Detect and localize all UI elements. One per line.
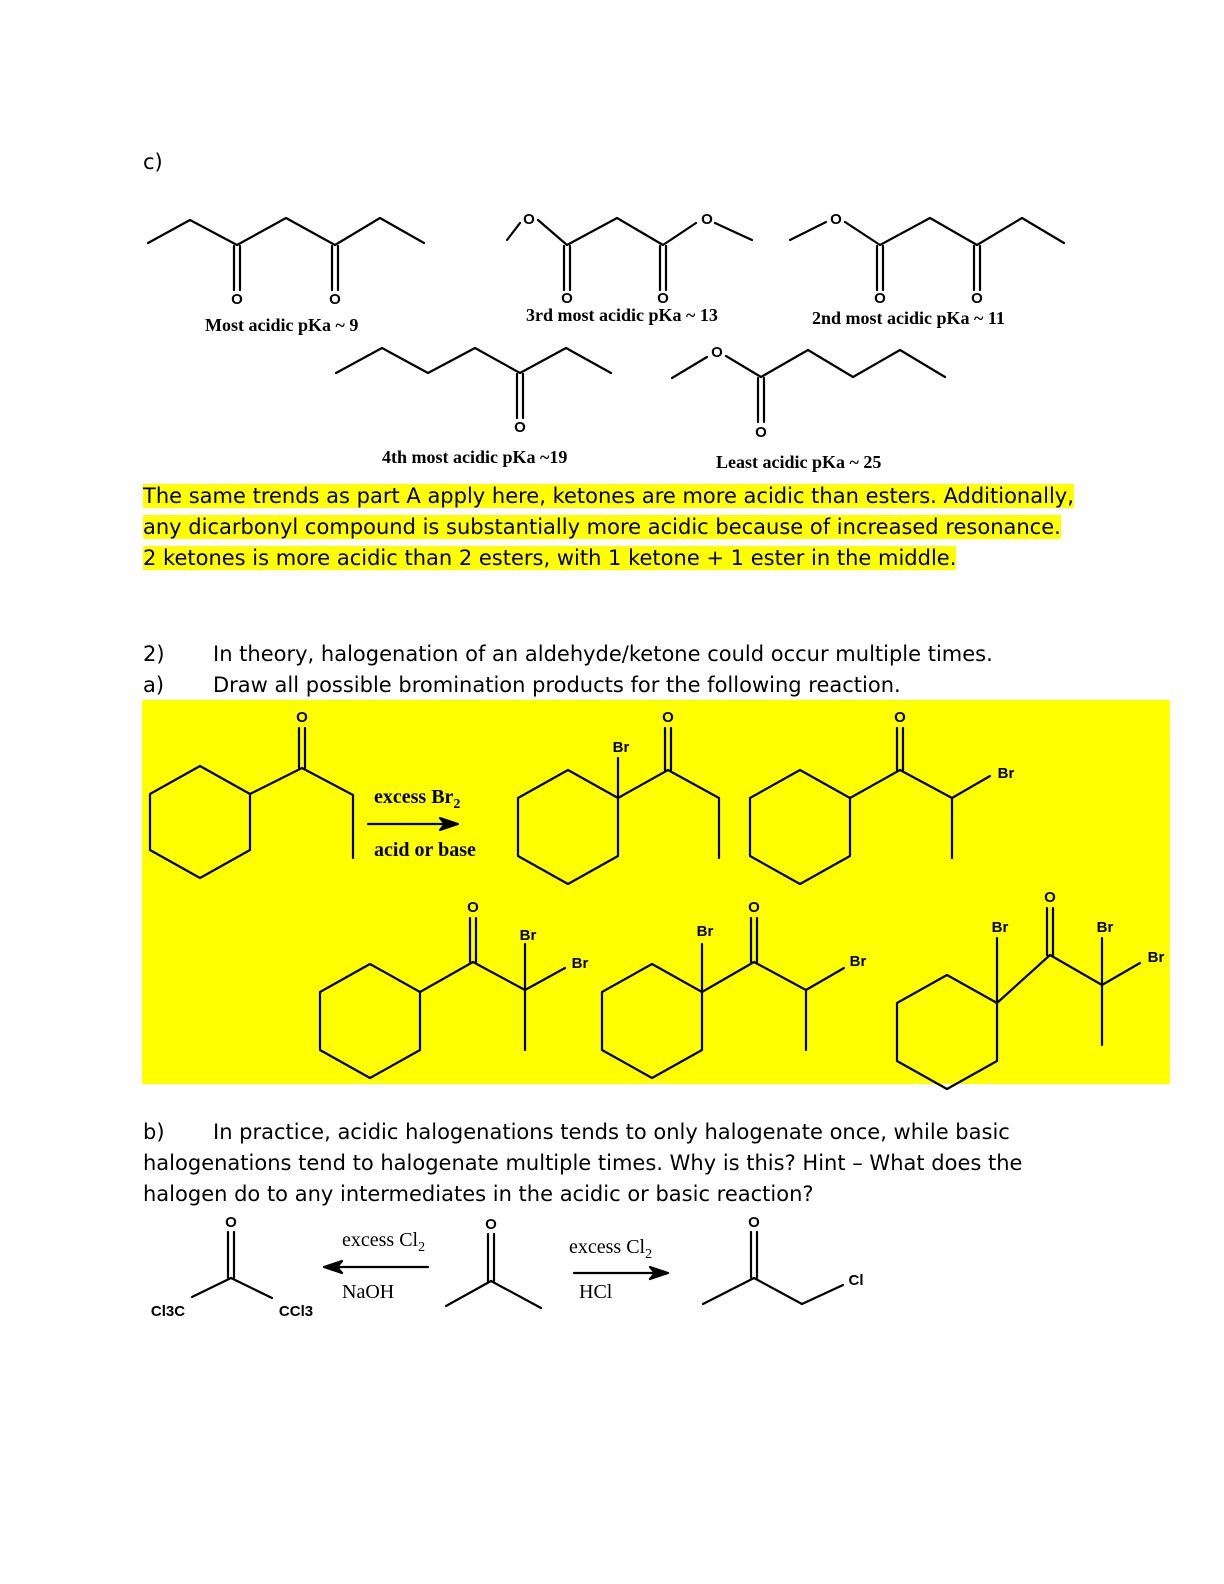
- question-2-intro: In theory, halogenation of an aldehyde/ketone could occur multiple times.: [213, 642, 993, 666]
- question-2b-label: b): [143, 1120, 165, 1144]
- trichloromethyl-label: Cl3C: [150, 1303, 186, 1320]
- reagent-acid-or-base: acid or base: [374, 839, 476, 861]
- arrow-acid-chlorination: [569, 1236, 668, 1303]
- oxygen-atom: O: [296, 709, 308, 726]
- structure-hexachloroacetone: [151, 1214, 313, 1320]
- bromine-atom: Br: [997, 765, 1015, 782]
- oxygen-atom: O: [485, 1216, 497, 1233]
- label-third-most-acidic: 3rd most acidic pKa ~ 13: [526, 305, 718, 325]
- question-2b-text-3: halogen do to any intermediates in the acidic or basic reaction?: [143, 1182, 814, 1206]
- label-least-acidic: Least acidic pKa ~ 25: [716, 452, 882, 472]
- question-2a-text: Draw all possible bromination products for the following reaction.: [213, 673, 901, 697]
- oxygen-atom: O: [748, 899, 760, 916]
- chlorine-atom: Cl: [848, 1272, 864, 1289]
- question-2a-label: a): [143, 673, 165, 697]
- oxygen-atom: O: [1044, 889, 1056, 906]
- structure-ester: [672, 344, 945, 441]
- explanation-line-2: any dicarbonyl compound is substantially more acidic because of increased resonance.: [143, 515, 1061, 539]
- reagent-hcl: HCl: [579, 1281, 613, 1303]
- structure-starting-ketone: [150, 709, 353, 878]
- oxygen-atom: O: [467, 899, 479, 916]
- structure-ketone: [336, 348, 611, 436]
- oxygen-atom: O: [523, 211, 535, 228]
- bromine-atom: Br: [571, 955, 589, 972]
- product-chain-dibromo: [320, 899, 588, 1078]
- structure-keto-ester: [790, 211, 1064, 307]
- explanation-line-1: The same trends as part A apply here, ketones are more acidic than esters. Additionally,: [143, 484, 1074, 508]
- oxygen-atom: O: [225, 1214, 237, 1231]
- oxygen-atom: O: [748, 1214, 760, 1231]
- structure-chloroacetone: [703, 1214, 864, 1304]
- oxygen-atom: O: [561, 290, 573, 307]
- oxygen-atom: O: [874, 290, 886, 307]
- structure-acetone: [446, 1216, 541, 1308]
- oxygen-atom: O: [755, 424, 767, 441]
- reagent-cl2-left: excess $Cl_2$: [342, 1229, 426, 1255]
- reagent-cl2-right: excess $Cl_2$: [569, 1236, 653, 1262]
- oxygen-atom: O: [830, 211, 842, 228]
- oxygen-atom: O: [514, 419, 526, 436]
- bromine-atom: Br: [849, 953, 867, 970]
- bromine-atom: Br: [696, 923, 714, 940]
- arrow-base-chlorination: [324, 1229, 428, 1303]
- explanation-line-3: 2 ketones is more acidic than 2 esters, with 1 ketone + 1 ester in the middle.: [143, 546, 957, 570]
- product-ring-chain-bromo: [602, 899, 866, 1078]
- product-chain-bromo: [750, 709, 1014, 884]
- oxygen-atom: O: [701, 211, 713, 228]
- product-tribromo: [897, 889, 1164, 1089]
- label-second-most-acidic: 2nd most acidic pKa ~ 11: [812, 308, 1005, 328]
- reagent-br2: excess $Br_2$: [374, 786, 461, 812]
- oxygen-atom: O: [662, 709, 674, 726]
- oxygen-atom: O: [329, 291, 341, 308]
- oxygen-atom: O: [657, 290, 669, 307]
- oxygen-atom: O: [231, 291, 243, 308]
- bromine-atom: Br: [612, 739, 630, 756]
- bromination-arrow: [368, 786, 476, 861]
- question-2b-text-1: In practice, acidic halogenations tends to only halogenate once, while basic: [213, 1120, 1010, 1144]
- oxygen-atom: O: [894, 709, 906, 726]
- product-ring-bromo: [518, 709, 719, 884]
- question-2b-text-2: halogenations tend to halogenate multiple times. Why is this? Hint – What does the: [143, 1151, 1023, 1175]
- question-2-number: 2): [143, 642, 165, 666]
- bromine-atom: Br: [519, 927, 537, 944]
- part-c-label: c): [143, 150, 163, 174]
- trichloromethyl-label: CCl3: [278, 1303, 314, 1320]
- bromine-atom: Br: [1096, 919, 1114, 936]
- oxygen-atom: O: [971, 290, 983, 307]
- structure-diketone: [148, 218, 424, 308]
- reagent-naoh: NaOH: [342, 1281, 395, 1303]
- oxygen-atom: O: [711, 344, 723, 361]
- structure-diester: [507, 211, 752, 307]
- label-most-acidic: Most acidic pKa ~ 9: [205, 315, 359, 335]
- label-fourth-most-acidic: 4th most acidic pKa ~19: [382, 447, 568, 467]
- bromine-atom: Br: [991, 919, 1009, 936]
- bromine-atom: Br: [1147, 949, 1165, 966]
